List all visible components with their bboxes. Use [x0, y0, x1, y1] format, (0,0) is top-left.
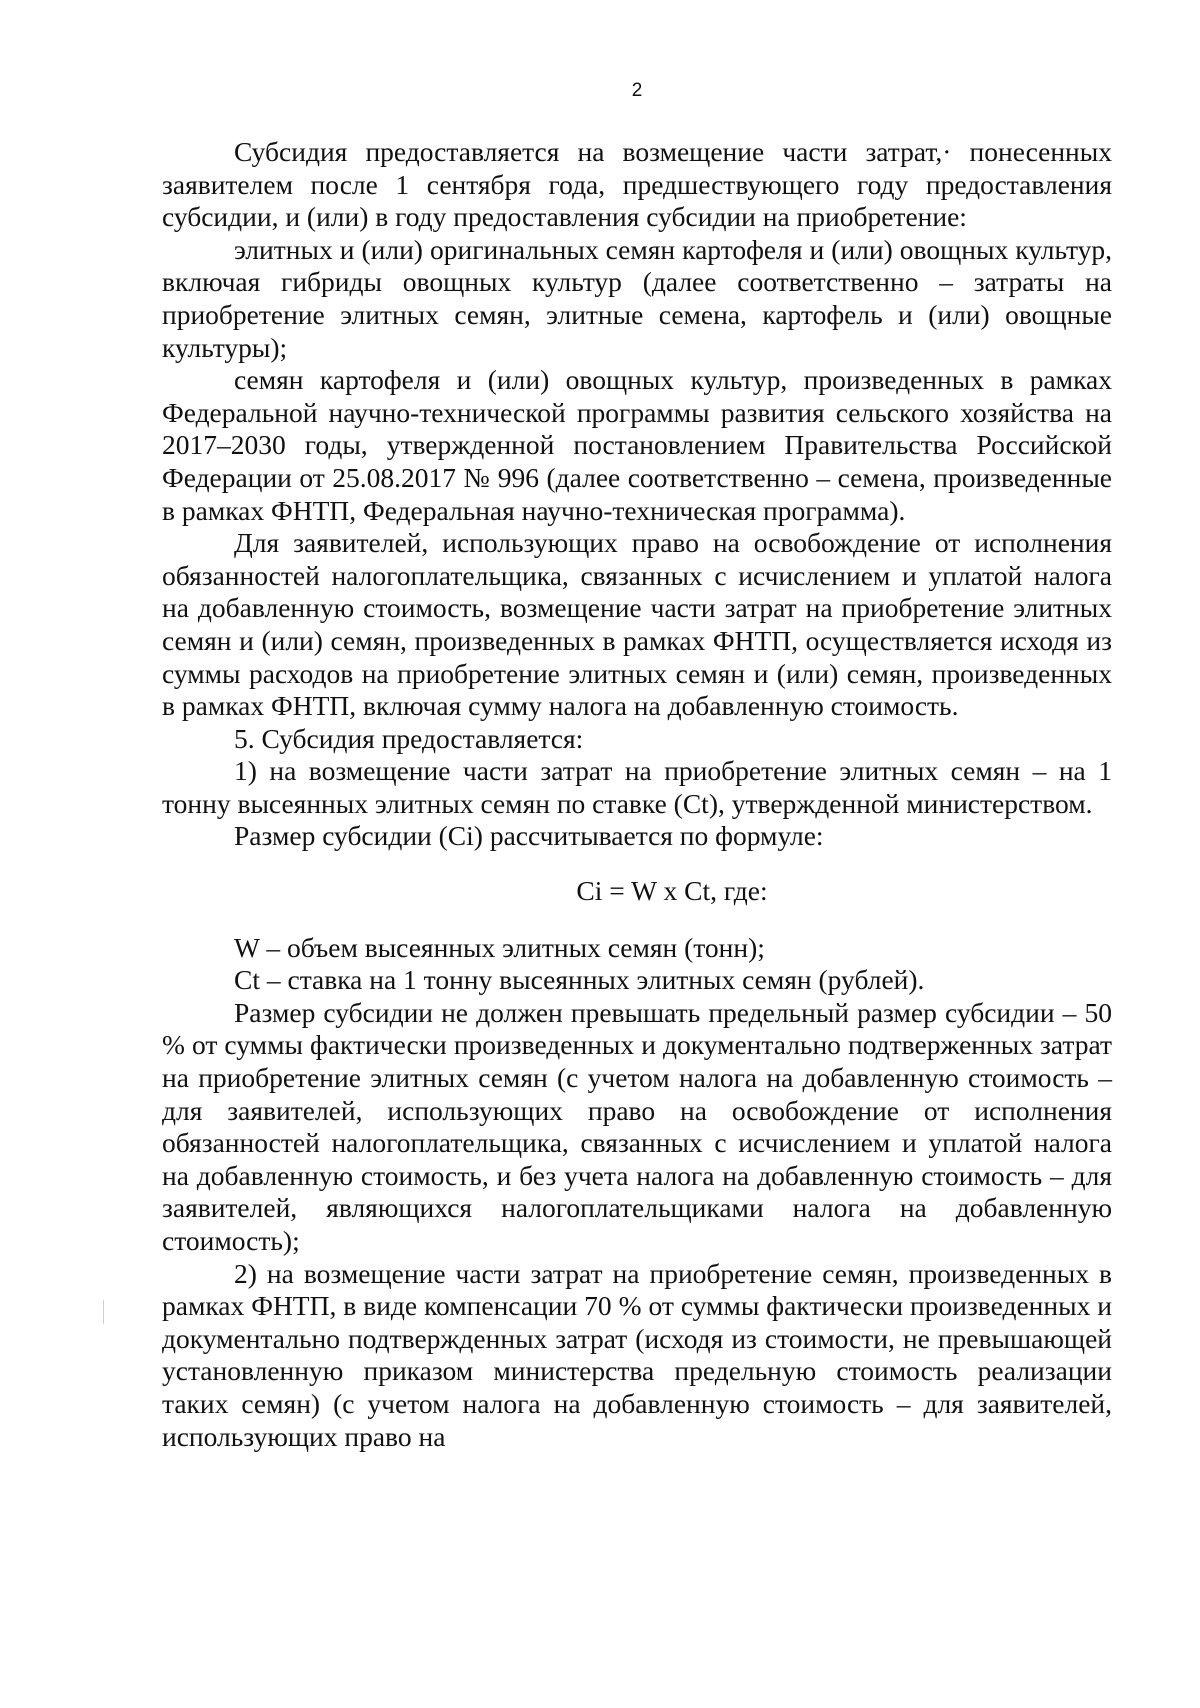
- paragraph-fntp-seeds: семян картофеля и (или) овощных культур, произведенных в рамках Федеральной научно-технической программы развития сельского хозяйства на 2017–2030 годы, утвержденной постановлением Правительства Российской Федерации от 25.08.2017 № 996 (далее соответственно – семена, произведенные в рамках ФНТП, Федеральная научно-техническая программа).: [162, 364, 1112, 526]
- formula: Ci = W x Ct, где:: [576, 875, 768, 907]
- paragraph-ct-definition: Ct – ставка на 1 тонну высеянных элитных семян (рублей).: [234, 964, 925, 996]
- paragraph-vat-exempt: Для заявителей, использующих право на освобождение от исполнения обязанностей налогоплательщика, связанных с исчислением и уплатой налога на добавленную стоимость, возмещение части затрат на приобретение элитных семян и (или) семян, произведенных в рамках ФНТП, осуществляется исходя из суммы расходов на приобретение элитных семян и (или) семян, произведенных в рамках ФНТП, включая сумму налога на добавленную стоимость.: [162, 527, 1112, 722]
- paragraph-formula-intro: Размер субсидии (Ci) рассчитывается по формуле:: [234, 820, 824, 852]
- document-body: [162, 136, 1112, 1453]
- paragraph-section-5: 5. Субсидия предоставляется:: [234, 722, 584, 754]
- scan-artifact: [103, 1300, 104, 1324]
- paragraph-item-1: 1) на возмещение части затрат на приобретение элитных семян – на 1 тонну высеянных элитных семян по ставке (Ct), утвержденной министерством.: [162, 755, 1112, 819]
- paragraph-subsidy-purpose: Субсидия предоставляется на возмещение части затрат,· понесенных заявителем после 1 сентября года, предшествующего году предоставления субсидии, и (или) в году предоставления субсидии на приобретение:: [162, 136, 1112, 233]
- paragraph-subsidy-limit: Размер субсидии не должен превышать предельный размер субсидии – 50 % от суммы фактически произведенных и документально подтверженных затрат на приобретение элитных семян (с учетом налога на добавленную стоимость – для заявителей, использующих право на освобождение от исполнения обязанностей налогоплательщика, связанных с исчислением и уплатой налога на добавленную стоимость, и без учета налога на добавленную стоимость – для заявителей, являющихся налогоплательщиками налога на добавленную стоимость);: [162, 996, 1112, 1256]
- paragraph-w-definition: W – объем высеянных элитных семян (тонн);: [234, 931, 765, 963]
- paragraph-elite-seeds: элитных и (или) оригинальных семян картофеля и (или) овощных культур, включая гибриды овощных культур (далее соответственно – затраты на приобретение элитных семян, элитные семена, картофель и (или) овощные культуры);: [162, 233, 1112, 363]
- page-number: 2: [631, 80, 643, 101]
- paragraph-item-2: 2) на возмещение части затрат на приобретение семян, произведенных в рамках ФНТП, в виде компенсации 70 % от суммы фактически произведенных и документально подтвержденных затрат (исходя из стоимости, не превышающей установленную приказом министерства предельную стоимость реализации таких семян) (с учетом налога на добавленную стоимость – для заявителей, использующих право на: [162, 1257, 1112, 1452]
